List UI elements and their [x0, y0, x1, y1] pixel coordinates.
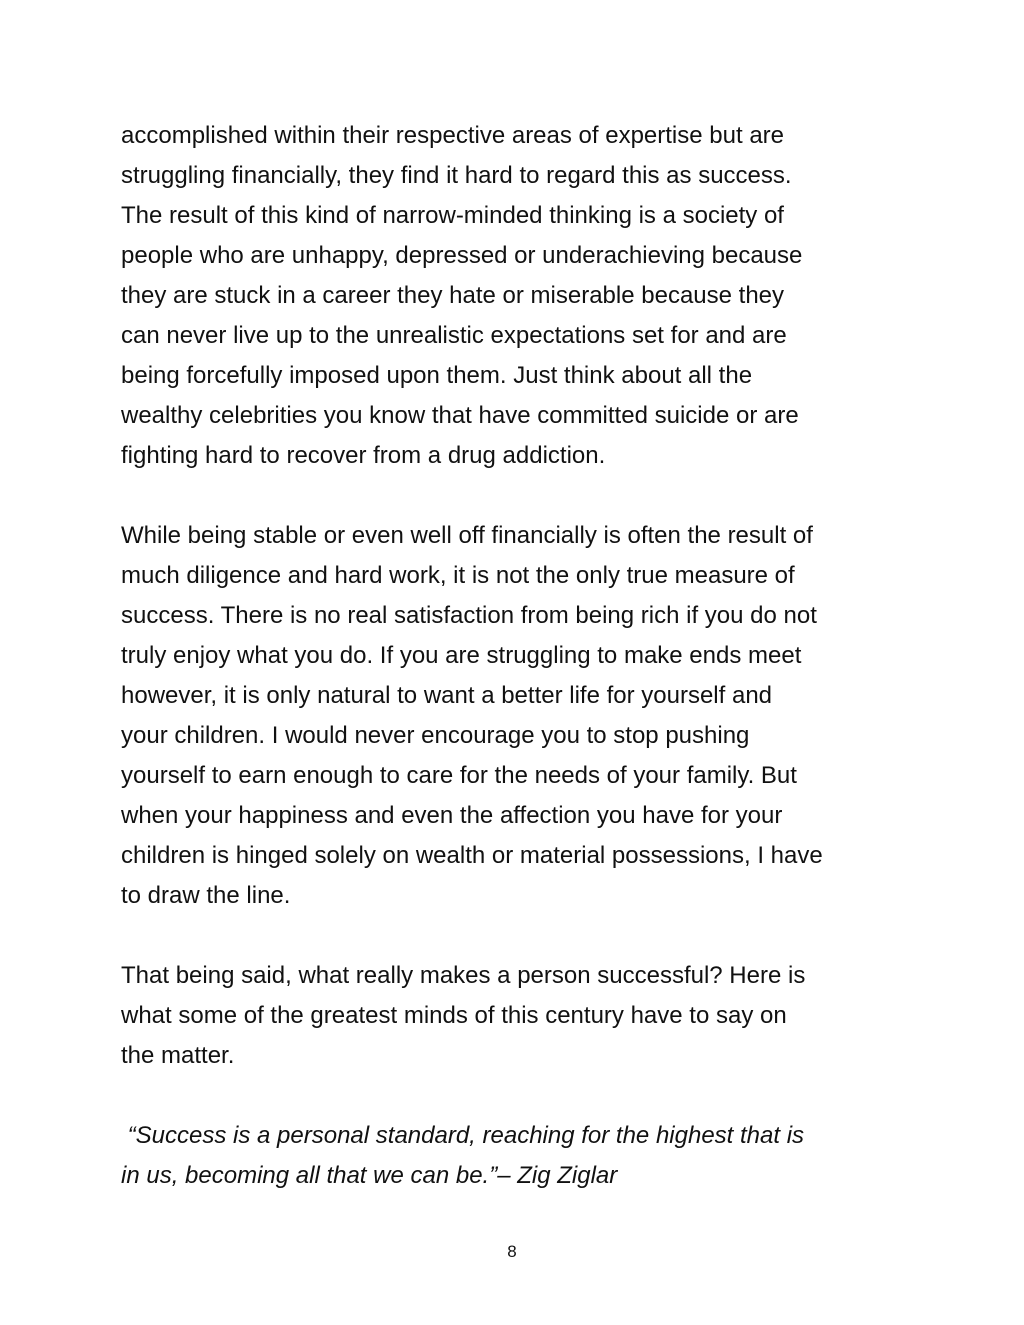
text-line: what some of the greatest minds of this century have to say on: [121, 1002, 787, 1029]
text-line: success. There is no real satisfaction from being rich if you do not: [121, 602, 817, 629]
text-line: to draw the line.: [121, 882, 291, 909]
page-number: 8: [507, 1242, 517, 1261]
text-line: While being stable or even well off financially is often the result of: [121, 522, 813, 549]
text-line: people who are unhappy, depressed or underachieving because: [121, 242, 803, 269]
text-line: however, it is only natural to want a better life for yourself and: [121, 682, 773, 709]
text-line: the matter.: [121, 1042, 235, 1069]
text-line: The result of this kind of narrow-minded thinking is a society of: [121, 202, 784, 229]
quote-line: in us, becoming all that we can be.”– Zig Ziglar: [121, 1162, 618, 1189]
text-line: can never live up to the unrealistic expectations set for and are: [121, 322, 787, 349]
text-line: fighting hard to recover from a drug addiction.: [121, 442, 606, 469]
paragraph-1: [121, 116, 911, 476]
text-line: struggling financially, they find it hard to regard this as success.: [121, 162, 792, 189]
page-body: [121, 116, 911, 1236]
text-line: much diligence and hard work, it is not the only true measure of: [121, 562, 795, 589]
text-line: they are stuck in a career they hate or miserable because they: [121, 282, 785, 309]
text-line: yourself to earn enough to care for the needs of your family. But: [121, 762, 797, 789]
text-line: accomplished within their respective areas of expertise but are: [121, 122, 784, 149]
paragraph-3: [121, 956, 911, 1076]
quote-line: “Success is a personal standard, reaching for the highest that is: [121, 1122, 805, 1149]
text-line: children is hinged solely on wealth or material possessions, I have: [121, 842, 823, 869]
paragraph-2: [121, 516, 911, 916]
text-line: when your happiness and even the affection you have for your: [121, 802, 783, 829]
text-line: your children. I would never encourage you to stop pushing: [121, 722, 750, 749]
text-line: wealthy celebrities you know that have committed suicide or are: [121, 402, 799, 429]
text-line: being forcefully imposed upon them. Just think about all the: [121, 362, 753, 389]
text-line: That being said, what really makes a person successful? Here is: [121, 962, 806, 989]
text-line: truly enjoy what you do. If you are struggling to make ends meet: [121, 642, 802, 669]
quote-block: [121, 1116, 911, 1196]
